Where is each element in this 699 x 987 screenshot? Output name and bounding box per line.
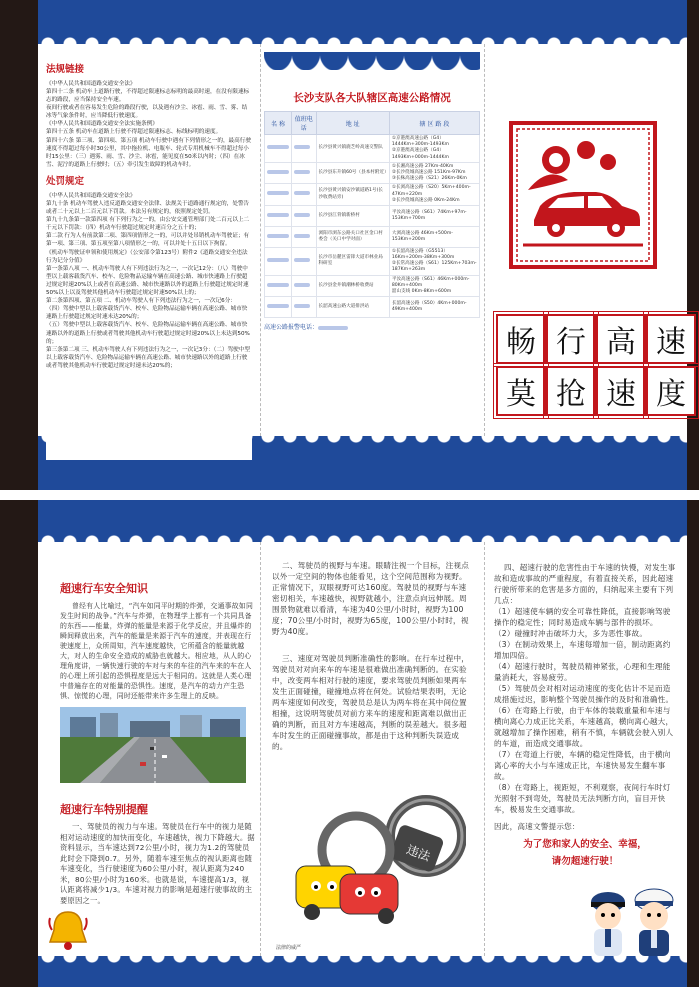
slogan-char: 高 bbox=[596, 314, 646, 364]
blurred-name bbox=[267, 234, 289, 238]
section-cell: ①长韶高速公路（G5513）16Km+200m-38Km+300m ②长常高速公路（S61）125Km+703m-187Km+263m bbox=[389, 247, 479, 275]
slogan-char: 速 bbox=[596, 366, 646, 416]
knowledge-panel bbox=[60, 580, 256, 952]
blurred-phone bbox=[294, 191, 310, 195]
address-cell: 长沙县东升镇60号（县本村附近） bbox=[316, 162, 389, 184]
slogan-grid bbox=[496, 314, 696, 416]
warning-para: 一、驾驶员的视力与车速。驾驶员在行车中的视力是随相对运动速度的加快而变化，车速越快，视力下降越大。据资料显示，当车速达到72公里/小时，视力为1.2的驾驶员此时会下降到0.7。另外，随着车速至焦点的视认距离也随车速变化，当行驶速度为60公里/小时，视认距离为240米，80公里/小时为160米。也就是说，车速提高1/3，视认距离将减少1/3。车速对视力的影响是超速行驶事故的主要原因之一。 bbox=[60, 822, 255, 906]
blurred-name bbox=[267, 170, 289, 174]
mid-para-2: 三、速度对驾驶员判断准确性的影响。在行车过程中，驾驶员对对向来车的车速是很难做出准确判断的。在实验中，改变两车相对行驶的速度，要求驾驶员判断如果两车发生正面碰撞，碰撞地点将在何处。试验结果表明，无论两车速度如何改变，驾驶员总是认为两车将在其中间位置相撞，这说明驾驶员对前方来车的速度和距离难以做出正确的判断，而且对方车速越高，判断的误差越大。很多超车时发生的正面碰撞事故，都是由于这种判断失误造成的。 bbox=[272, 654, 470, 751]
hazard-point: （2）碰撞时冲击破坏力大，多为恶性事故。 bbox=[494, 629, 648, 638]
hazard-point: （1）超速使车辆的安全可靠性降低，直接影响驾驶操作的稳定性；同时易造成车辆与部件的损坏。 bbox=[494, 607, 671, 627]
section-cell: ①长湘高速公路 27Km-40Km ②长沙绕城高速公路 151Km-97Km ③长株高速公路（S21）26Km-0Km bbox=[389, 162, 479, 184]
penalty-para: 第九十九条第一款第四项 有下列行为之一的，由公安交通管理部门处二百元以上二千元以下罚款：（四）机动车行驶超过规定时速百分之五十的； bbox=[46, 217, 250, 232]
penalty-para: 第二款 行为人有前款第二项、第四项情形之一的，可以并处吊销机动车驾驶证；有第一项、第三项、第五项至第八项情形之一的，可以并处十五日以下拘留。 bbox=[46, 233, 250, 248]
handcuff-cartoon bbox=[276, 790, 466, 950]
laws-panel bbox=[46, 60, 252, 460]
address-cell: 长韶高速公路大道排洪站 bbox=[316, 297, 389, 318]
highway-row bbox=[265, 247, 480, 275]
blurred-phone bbox=[294, 170, 310, 174]
papercut-car-image bbox=[508, 120, 658, 270]
blurred-name bbox=[267, 258, 289, 262]
blurred-phone bbox=[294, 283, 310, 287]
col-phone: 值班电话 bbox=[292, 112, 317, 135]
law-para: 第四十五条 机动车在道路上行驶不得超过限速标志、标线标明的速度。 bbox=[46, 129, 222, 136]
warning-title: 超速行车特别提醒 bbox=[60, 803, 148, 816]
hazard-point: （5）驾驶员会对相对运动速度的变化估计不足而造成措施过迟，影响整个驾驶员操作的及时和准确性。 bbox=[494, 684, 674, 704]
phone-cell bbox=[292, 297, 317, 318]
penalty-para: 《机动车驾驶证申领和使用规定》（公安部令第123号）附件2《道路交通安全违法行为记分分值》 bbox=[46, 249, 248, 264]
station-name-cell bbox=[265, 135, 292, 163]
phone-cell bbox=[292, 184, 317, 206]
cloud-banner bbox=[264, 52, 480, 86]
phone-cell bbox=[292, 247, 317, 275]
section-cell: ①京港澳高速公路（G4）1444Km+300m-1493Km ②京港澳高速公路（G4）1493Km+000m-1444Km bbox=[389, 135, 479, 163]
highway-row bbox=[265, 135, 480, 163]
closing-text: 因此，高速文警提示您： bbox=[494, 822, 580, 831]
slogan-panel bbox=[488, 50, 686, 436]
blurred-name bbox=[267, 283, 289, 287]
phone-cell bbox=[292, 135, 317, 163]
highway-row bbox=[265, 205, 480, 226]
station-name-cell bbox=[265, 275, 292, 297]
hotline-label: 高速公路报警电话： bbox=[264, 324, 319, 332]
col-name: 名 称 bbox=[265, 112, 292, 135]
top-blue-band bbox=[38, 500, 687, 542]
highway-row bbox=[265, 297, 480, 318]
law-para: 夜间行驶或者在容易发生危险的路段行驶，以及遇有沙尘、冰雹、雨、雪、雾、结冰等气象条件时，应当降低行驶速度。 bbox=[46, 105, 248, 120]
phone-cell bbox=[292, 226, 317, 247]
right-black-edge bbox=[687, 0, 699, 490]
slogan-char: 度 bbox=[646, 366, 696, 416]
address-cell: 浏阳市浏东公路关口社区金口村委会（关口中学对面） bbox=[316, 226, 389, 247]
law-para: 第四十二条 机动车上道路行驶，不得超过限速标志标明的最高时速，在没有限速标志的路段，应当保持安全车速。 bbox=[46, 88, 250, 103]
knowledge-title: 超速行车安全知识 bbox=[60, 582, 148, 595]
blurred-phone bbox=[294, 213, 310, 217]
highway-photo bbox=[60, 707, 246, 783]
station-name-cell bbox=[265, 184, 292, 206]
section-cell: 平汝高速公路（S61）46Km+000m-80Km+400m 韶山支线 0Km-8Km+600m bbox=[389, 275, 479, 297]
hotline-number-blurred bbox=[318, 326, 348, 330]
hazard-point: （8）在弯路上，视距短，不利观察，夜间行车时灯光照射不到弯处，驾驶员无法判断方向，盲目开快车，极易发生交通事故。 bbox=[494, 783, 671, 814]
penalty-para: （四）驾驶中型以上载客载货汽车、校车、危险物品运输车辆在高速公路、城市快速路上行驶超过规定时速未达20%的； bbox=[46, 306, 248, 321]
penalty-para: 第九十条 机动车驾驶人违反道路交通安全法律、法规关于道路通行规定的，处警告或者二十元以上二百元以下罚款。本法另有规定的，依照规定处罚。 bbox=[46, 200, 250, 215]
highway-row bbox=[265, 275, 480, 297]
section-cell: 平汝高速公路（S61）74Km+97m-153Km+700m bbox=[389, 205, 479, 226]
penalty-para: 第三条第二项 三、机动车驾驶人有下列违法行为之一，一次记3分：（二）驾驶中型以上载客载货汽车、危险物品运输车辆在高速公路、城市快速路以外的道路上行驶或者驾驶其他机动车行驶超过规定时速未达20%的； bbox=[46, 346, 250, 370]
blurred-phone bbox=[294, 304, 310, 308]
top-sheet bbox=[0, 0, 699, 490]
penalty-para: （五）驾驶中型以上载客载货汽车、校车、危险物品运输车辆在高速公路、城市快速路以外的道路上行驶或者驾驶其他机动车行驶超过规定时速20%以上未达到50%的； bbox=[46, 322, 250, 345]
mid-para-1: 二、驾驶员的视野与车速。眼睛注视一个目标，注视点以外一定空间的物体也能看见，这个空间范围称为视野。正常情况下，双眼视野可达160度。驾驶员的视野与车速密切相关，车速越快，视野就越小，注意点向远伸展。周围景物就难以看清，车速为40公里/小时时，视野为100度；70公里/小时时，视野为65度，100公里/小时时，视野为40度。 bbox=[272, 561, 470, 636]
phone-cell bbox=[292, 205, 317, 226]
address-cell: 长沙市岳麓区雷锋大道市林业局科研室 bbox=[316, 247, 389, 275]
address-cell: 长沙县金井镇潮林桥收费站 bbox=[316, 275, 389, 297]
left-black-edge bbox=[0, 0, 38, 490]
highway-row bbox=[265, 226, 480, 247]
top-blue-band bbox=[38, 0, 687, 44]
slogan-char: 抢 bbox=[546, 366, 596, 416]
law-para: 《中华人民共和国道路交通安全法》 bbox=[46, 80, 136, 87]
section-cell: 长韶高速公路（S50）4Km+000m-49Km+400m bbox=[389, 297, 479, 318]
blurred-name bbox=[267, 191, 289, 195]
station-name-cell bbox=[265, 226, 292, 247]
section-cell: 大浏高速公路 46Km+500m-153Km+200m bbox=[389, 226, 479, 247]
highway-table bbox=[264, 111, 480, 318]
hazard-point: （7）在弯道上行驶，车辆的稳定性降低，由于横向离心率的大小与车速成正比，车速快易发生翻车事故。 bbox=[494, 750, 671, 781]
middle-panel bbox=[272, 560, 472, 952]
col-section: 辖 区 路 段 bbox=[389, 112, 479, 135]
blurred-phone bbox=[294, 145, 310, 149]
bottom-blue-band bbox=[38, 956, 687, 987]
knowledge-para: 曾经有人比喻过，“汽车如同平时期的炸弹，交通事故如同发生时间的战争。”汽车与炸弹，在物理学上都有一个共同具备的东西——能量，炸弹的能量是来源于化学反应，并且爆炸的瞬间释放出来，汽车的能量是来源于汽车的速度，并表现在行驶速度上，众所周知，汽车速度越快，它所蕴含的能量就越大，对人的生命安全造成的威胁也就越大。相应地，从人的心理角度讲，一辆快速行驶的车对与来的车往的汽车来的车在人的心理上所引起的恐惧程度是远大于相同的。这就是人类心理中普遍存在的对能量的恐惧性。速度，是汽车的动力产生恐惧、惊慌的心理，同时还能带来许多生理上的反映。 bbox=[60, 602, 254, 700]
hotline bbox=[264, 322, 480, 331]
station-name-cell bbox=[265, 162, 292, 184]
penalty-para: 第二条第四项、第五项 二、机动车驾驶人有下列违法行为之一，一次记6分： bbox=[46, 298, 236, 305]
address-cell: 长沙县黄兴镇鹿芝岭高速交警队 bbox=[316, 135, 389, 163]
hazard-point: （6）在弯路上行驶，由于车体的装载重量和车速与横向离心力成正比关系，车速越高，横向离心越大，就越增加了操作困难，稍有不慎，车辆就会驶入别人的车道，而造成交通事故。 bbox=[494, 706, 674, 748]
slogan-char: 行 bbox=[546, 314, 596, 364]
cartoon-caption: 法律的威严 bbox=[276, 945, 302, 951]
penalty-para: 第一条第八项 一、机动车驾驶人有下列违法行为之一，一次记12分：（八）驾驶中型以上载客载货汽车、校车、危险物品运输车辆在高速公路、城市快速路上行驶超过规定时速20%以上或者在高速公路、城市快速路以外的道路上行驶超过规定时速50%以上以及驾驶其他机动车行驶超过规定时速50%以上的； bbox=[46, 265, 249, 297]
blurred-name bbox=[267, 145, 289, 149]
bottom-sheet bbox=[0, 500, 699, 987]
section-cell: ①长浏高速公路（S20）5Km+400m-47Km+220m ②长沙绕城高速公路 0Km-24Km bbox=[389, 184, 479, 206]
address-cell: 长沙县黄兴镇安沙镇道路1号(长沙收费站旁) bbox=[316, 184, 389, 206]
slogan-char: 速 bbox=[646, 314, 696, 364]
hazard-point: 四、超速行驶的危害性由于车速的快慢，对发生事故和造成事故的严重程度，有着直接关系，因此超速行驶所带来的危害是多方面的，归纳起来主要有下列几点： bbox=[494, 563, 676, 605]
law-para: 第四十六条 第三项、第四项、第五项 机动车行驶中遇有下列情形之一的，最高行驶速度不得超过每小时30公里，其中拖拉机、电瓶车、轮式专用机械车不得超过每小时15公里：（三）遇雾、雨、雪、沙尘、冰雹，能见度在50米以内时；（四）在冰雪、泥泞的道路上行驶时；（五）牵引发生故障的机动车时。 bbox=[46, 137, 251, 168]
penalty-title: 处罚规定 bbox=[46, 175, 85, 187]
handcuff-label: 违法 bbox=[404, 842, 433, 864]
highway-row bbox=[265, 184, 480, 206]
highway-title: 长沙支队各大队辖区高速公路情况 bbox=[293, 92, 451, 104]
highway-panel bbox=[264, 52, 480, 436]
bell-icon bbox=[48, 908, 88, 952]
law-para: 《中华人民共和国道路交通安全法实施条例》 bbox=[46, 121, 158, 128]
highway-row bbox=[265, 162, 480, 184]
blurred-name bbox=[267, 213, 289, 217]
station-name-cell bbox=[265, 297, 292, 318]
address-cell: 长沙县江背镇新桥村 bbox=[316, 205, 389, 226]
hazard-point: （4）超速行驶时，驾驶员精神紧张，心理和生理能量消耗大，容易疲劳。 bbox=[494, 662, 671, 682]
slogan-char: 莫 bbox=[496, 366, 546, 416]
left-black-edge bbox=[0, 500, 38, 987]
blurred-name bbox=[267, 304, 289, 308]
hazard-point: （3）在制动效果上，车速每增加一倍，制动距离约增加四倍。 bbox=[494, 640, 671, 660]
penalty-para: 《中华人民共和国道路交通安全法》 bbox=[46, 192, 136, 199]
closing-slogan-1: 为了您和家人的安全、幸福， bbox=[523, 839, 647, 850]
closing-slogan-2: 请勿超速行驶！ bbox=[551, 856, 619, 867]
station-name-cell bbox=[265, 205, 292, 226]
right-black-edge bbox=[687, 500, 699, 987]
police-cartoon bbox=[588, 884, 678, 956]
blurred-phone bbox=[294, 258, 310, 262]
phone-cell bbox=[292, 162, 317, 184]
phone-cell bbox=[292, 275, 317, 297]
col-address: 地 址 bbox=[316, 112, 389, 135]
blurred-phone bbox=[294, 234, 310, 238]
laws-title: 法规链接 bbox=[46, 64, 85, 75]
slogan-char: 畅 bbox=[496, 314, 546, 364]
station-name-cell bbox=[265, 247, 292, 275]
